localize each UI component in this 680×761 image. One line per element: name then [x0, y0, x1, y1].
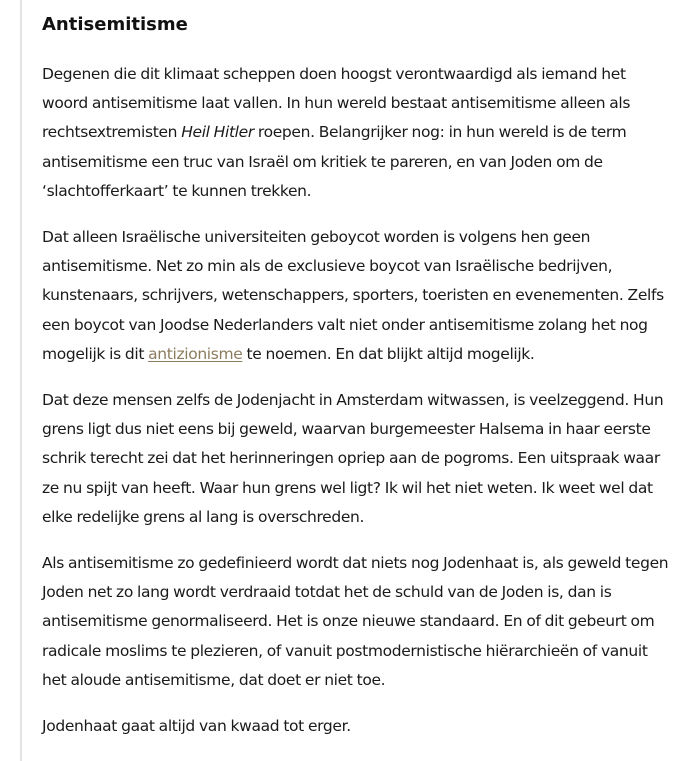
paragraph-1-emphasis: Heil Hitler	[181, 123, 254, 142]
paragraph-1	[42, 60, 672, 206]
left-border-rule	[20, 0, 22, 761]
paragraph-4: Als antisemitisme zo gedefinieerd wordt dat niets nog Jodenhaat is, als geweld tegen Joden net zo lang wordt verdraaid totdat het de schuld van de Joden is, dan is antisemitisme genormaliseerd. Het is onze nieuwe standaard. En of dit gebeurt om radicale moslims te plezieren, of vanuit postmodernistische hiërarchieën of vanuit het aloude antisemitisme, dat doet er niet toe.	[42, 554, 669, 689]
article-section	[42, 12, 672, 758]
paragraph-3: Dat deze mensen zelfs de Jodenjacht in Amsterdam witwassen, is veelzeggend. Hun grens ligt dus niet eens bij geweld, waarvan burgemeester Halsema in haar eerste schrik terecht zei dat het herinneringen opriep aan de pogroms. Een uitspraak waar ze nu spijt van heeft. Waar hun grens wel ligt? Ik wil het niet weten. Ik weet wel dat elke redelijke grens al lang is overschreden.	[42, 391, 664, 526]
antizionisme-link[interactable]: antizionisme	[148, 344, 243, 363]
paragraph-2-text-b: te noemen. En dat blijkt altijd mogelijk.	[242, 344, 535, 363]
section-heading: Antisemitisme	[42, 14, 188, 35]
paragraph-1-text-a: Degenen die dit klimaat scheppen doen hoogst verontwaardigd als iemand het woord antisemitisme laat vallen. In hun wereld bestaat antisemitisme alleen als rechtsextremisten	[42, 65, 631, 142]
paragraph-5: Jodenhaat gaat altijd van kwaad tot erger.	[42, 717, 351, 736]
paragraph-1-text-b: roepen. Belangrijker nog: in hun wereld is de term antisemitisme een truc van Israël om kritiek te pareren, en van Joden om de ‘slachtofferkaart’ te kunnen trekken.	[42, 123, 627, 200]
paragraph-2	[42, 223, 672, 369]
paragraph-2-text-a: Dat alleen Israëlische universiteiten geboycot worden is volgens hen geen antisemitisme. Net zo min als de exclusieve boycot van Israëlische bedrijven, kunstenaars, schrijvers, wetenschappers, sporters, toeristen en evenementen. Zelfs een boycot van Joodse Nederlanders valt niet onder antisemitisme zolang het nog mogelijk is dit	[42, 228, 664, 363]
